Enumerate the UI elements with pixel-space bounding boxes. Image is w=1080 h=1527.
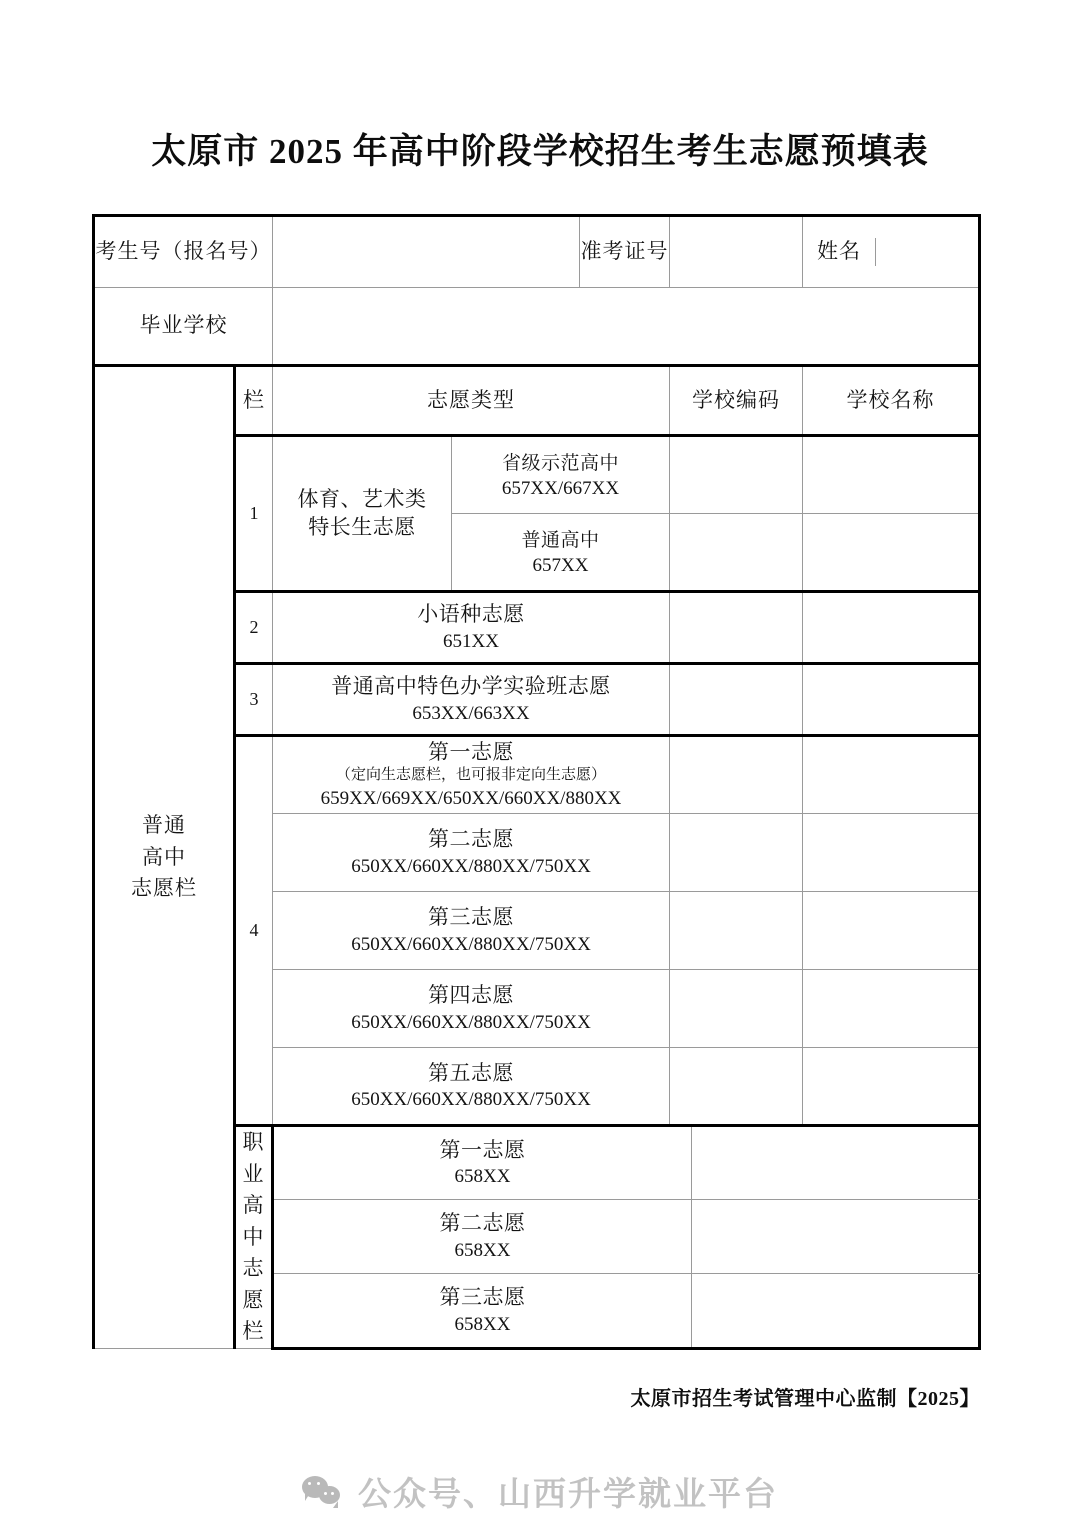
volunteer-choice-5-label: 第五志愿 bbox=[428, 1060, 514, 1085]
volunteer-subtype-1a bbox=[452, 436, 670, 514]
school-code-field-4-1[interactable] bbox=[670, 736, 803, 814]
school-name-field-4-2[interactable] bbox=[803, 814, 980, 892]
section-label-line-3: 志愿栏 bbox=[131, 876, 197, 900]
school-code-field-v1[interactable] bbox=[692, 1126, 980, 1200]
exam-no-label: 考生号（报名号） bbox=[94, 216, 273, 288]
vocational-choice-1-code: 658XX bbox=[454, 1166, 511, 1188]
school-code-field-4-4[interactable] bbox=[670, 970, 803, 1048]
volunteer-choice-3 bbox=[273, 892, 670, 970]
school-code-field-4-5[interactable] bbox=[670, 1048, 803, 1126]
school-name-field-4-3[interactable] bbox=[803, 892, 980, 970]
school-code-field-v3[interactable] bbox=[692, 1274, 980, 1348]
volunteer-subtype-1b-code: 657XX bbox=[532, 555, 589, 577]
row-no-3: 3 bbox=[235, 664, 273, 736]
vocational-choice-2-code: 658XX bbox=[454, 1240, 511, 1262]
volunteer-type-3-code: 653XX/663XX bbox=[412, 702, 530, 724]
watermark-text: 公众号、山西升学就业平台 bbox=[358, 1474, 778, 1512]
volunteer-choice-1 bbox=[273, 736, 670, 814]
column-header-no: 栏 bbox=[235, 366, 273, 436]
graduation-school-label: 毕业学校 bbox=[94, 288, 273, 366]
school-code-field-4-2[interactable] bbox=[670, 814, 803, 892]
volunteer-choice-5-code: 650XX/660XX/880XX/750XX bbox=[351, 1089, 591, 1111]
volunteer-type-2-code: 651XX bbox=[443, 630, 499, 652]
volunteer-choice-2-code: 650XX/660XX/880XX/750XX bbox=[351, 855, 591, 877]
section-label-line-2: 高中 bbox=[142, 844, 186, 869]
graduation-school-field[interactable] bbox=[273, 288, 980, 366]
table-row-identity-1 bbox=[94, 216, 980, 288]
school-name-field-4-5[interactable] bbox=[803, 1048, 980, 1126]
volunteer-choice-5 bbox=[273, 1048, 670, 1126]
exam-no-field[interactable] bbox=[273, 216, 580, 288]
vocational-choice-2-label: 第二志愿 bbox=[439, 1211, 526, 1236]
school-code-field-3[interactable] bbox=[670, 664, 803, 736]
table-row-identity-2 bbox=[94, 288, 980, 366]
column-header-type: 志愿类型 bbox=[273, 366, 670, 436]
school-name-field-2[interactable] bbox=[803, 592, 980, 664]
section-label-regular-highschool bbox=[94, 366, 235, 1349]
school-code-field-2[interactable] bbox=[670, 592, 803, 664]
volunteer-choice-1-label: 第一志愿 bbox=[428, 739, 514, 764]
volunteer-subtype-1b bbox=[452, 514, 670, 592]
volunteer-subtype-1a-code: 657XX/667XX bbox=[501, 478, 620, 500]
volunteer-type-2 bbox=[273, 592, 670, 664]
row-no-2: 2 bbox=[235, 592, 273, 664]
volunteer-choice-4 bbox=[273, 970, 670, 1048]
vocational-choice-3-code: 658XX bbox=[454, 1313, 511, 1335]
school-code-field-1a[interactable] bbox=[670, 436, 803, 514]
row-no-4: 4 bbox=[235, 736, 273, 1126]
volunteer-choice-4-code: 650XX/660XX/880XX/750XX bbox=[351, 1011, 591, 1033]
volunteer-subtype-1a-label: 省级示范高中 bbox=[501, 452, 619, 474]
wechat-icon bbox=[302, 1474, 344, 1508]
school-name-field-4-4[interactable] bbox=[803, 970, 980, 1048]
school-name-field-1b[interactable] bbox=[803, 514, 980, 592]
school-name-field-1a[interactable] bbox=[803, 436, 980, 514]
school-code-field-4-3[interactable] bbox=[670, 892, 803, 970]
table-header-row bbox=[94, 366, 980, 436]
volunteer-choice-4-label: 第四志愿 bbox=[428, 983, 514, 1008]
section-label-vocational-highschool bbox=[235, 1126, 273, 1349]
volunteer-type-1-line1: 体育、艺术类 bbox=[297, 486, 427, 511]
volunteer-type-3 bbox=[273, 664, 670, 736]
volunteer-type-2-label: 小语种志愿 bbox=[417, 602, 525, 627]
volunteer-choice-3-code: 650XX/660XX/880XX/750XX bbox=[351, 933, 591, 955]
vocational-label-line-2: 志愿栏 bbox=[242, 1256, 265, 1343]
volunteer-subtype-1b-label: 普通高中 bbox=[521, 529, 600, 551]
issuer-note: 太原市招生考试管理中心监制【2025】 bbox=[630, 1388, 980, 1410]
volunteer-choice-2 bbox=[273, 814, 670, 892]
name-group bbox=[803, 216, 980, 288]
volunteer-choice-1-note: （定向生志愿栏，也可报非定向生志愿） bbox=[335, 767, 606, 784]
admission-ticket-field[interactable] bbox=[670, 216, 803, 288]
section-label-line-1: 普通 bbox=[142, 813, 186, 837]
volunteer-type-1 bbox=[273, 436, 452, 592]
column-header-school-name: 学校名称 bbox=[803, 366, 980, 436]
volunteer-choice-3-label: 第三志愿 bbox=[428, 905, 514, 930]
vocational-choice-2 bbox=[273, 1200, 692, 1274]
column-header-school-code: 学校编码 bbox=[670, 366, 803, 436]
name-field[interactable] bbox=[876, 238, 979, 266]
volunteer-choice-1-code: 659XX/669XX/650XX/660XX/880XX bbox=[320, 788, 622, 810]
volunteer-choice-2-label: 第二志愿 bbox=[428, 827, 514, 852]
name-label: 姓名 bbox=[803, 238, 876, 266]
page-title: 太原市 2025 年高中阶段学校招生考生志愿预填表 bbox=[151, 132, 929, 171]
volunteer-prefill-table bbox=[92, 214, 981, 1350]
vocational-label-line-1: 职业高中 bbox=[242, 1130, 265, 1249]
vocational-choice-3 bbox=[273, 1274, 692, 1348]
school-code-field-v2[interactable] bbox=[692, 1200, 980, 1274]
vocational-choice-3-label: 第三志愿 bbox=[439, 1285, 526, 1309]
volunteer-type-1-line2: 特长生志愿 bbox=[308, 514, 416, 539]
volunteer-type-3-label: 普通高中特色办学实验班志愿 bbox=[331, 674, 611, 699]
row-no-1: 1 bbox=[235, 436, 273, 592]
school-name-field-4-1[interactable] bbox=[803, 736, 980, 814]
watermark-bar bbox=[0, 1455, 1080, 1527]
admission-ticket-label: 准考证号 bbox=[580, 216, 670, 288]
school-code-field-1b[interactable] bbox=[670, 514, 803, 592]
vocational-choice-1-label: 第一志愿 bbox=[439, 1137, 526, 1162]
school-name-field-3[interactable] bbox=[803, 664, 980, 736]
vocational-choice-1 bbox=[273, 1126, 692, 1200]
